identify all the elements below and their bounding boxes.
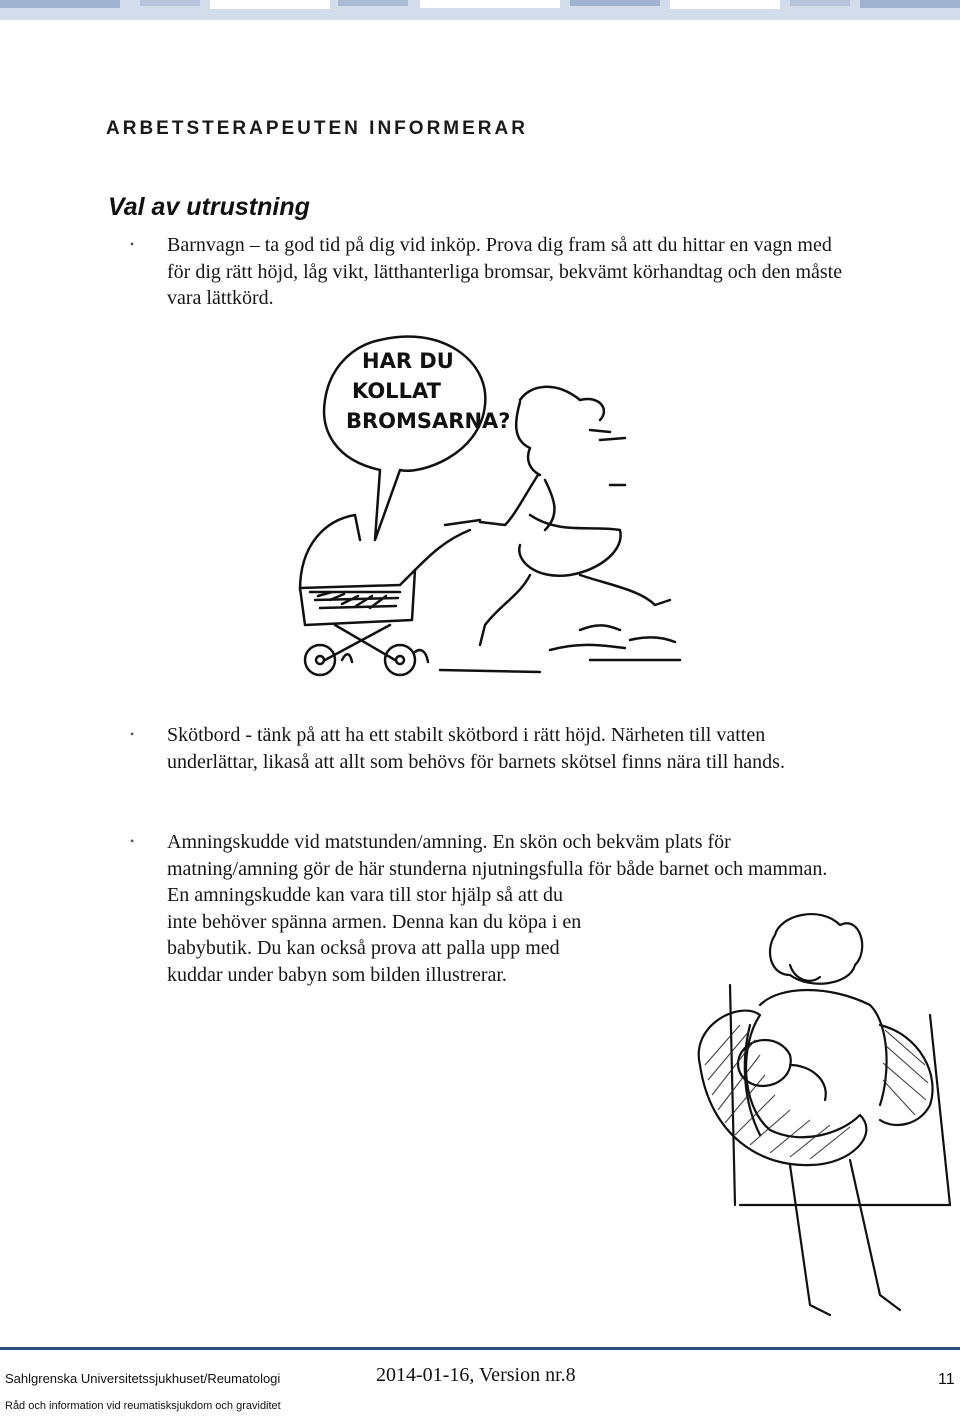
footer-page-number: 11 [938, 1371, 955, 1388]
list-item-extra-line: inte behöver spänna armen. Denna kan du köpa i en [167, 910, 582, 933]
list-item-stroller [130, 232, 850, 312]
list-item-changing-table [130, 722, 850, 775]
document-section-title: ARBETSTERAPEUTEN INFORMERAR [106, 118, 528, 139]
bullet-icon: • [130, 834, 135, 848]
stroller-sketch-illustration [280, 330, 700, 700]
bullet-icon: • [130, 237, 135, 251]
list-item-text: Barnvagn – ta god tid på dig vid inköp. Prova dig fram så att du hittar en vagn med för dig rätt höjd, låg vikt, lätthanterliga bromsar, bekvämt körhandtag och den måste vara lättkörd. [167, 234, 843, 309]
speech-bubble-line-2: KOLLAT [352, 379, 441, 403]
speech-bubble-line-1: HAR DU [362, 349, 454, 373]
list-item-text: Amningskudde vid matstunden/amning. En skön och bekväm plats för matning/amning gör de här stunderna njutningsfulla för både barnet och mamman. [167, 831, 828, 880]
list-item-extra-line: kuddar under babyn som bilden illustrerar. [167, 963, 507, 986]
footer-date-version: 2014-01-16, Version nr.8 [376, 1364, 576, 1386]
footer-document-subtitle: Råd och information vid reumatisksjukdom och graviditet [5, 1400, 281, 1412]
speech-bubble-line-3: BROMSARNA? [346, 409, 511, 433]
header-band-decoration [0, 0, 960, 20]
list-item-extra-line: En amningskudde kan vara till stor hjälp så att du [167, 884, 564, 906]
footer-organization: Sahlgrenska Universitetssjukhuset/Reumatologi [5, 1371, 281, 1386]
list-item-text: Skötbord - tänk på att ha ett stabilt skötbord i rätt höjd. Närheten till vatten underlättar, likaså att allt som behövs för barnets skötsel finns nära till hands. [167, 724, 785, 773]
subheading-equipment: Val av utrustning [108, 193, 310, 221]
list-item-extra-line: babybutik. Du kan också prova att palla upp med [167, 937, 560, 959]
bullet-icon: • [130, 727, 135, 741]
footer-rule [0, 1347, 960, 1350]
nursing-pillow-sketch-illustration [680, 905, 960, 1345]
